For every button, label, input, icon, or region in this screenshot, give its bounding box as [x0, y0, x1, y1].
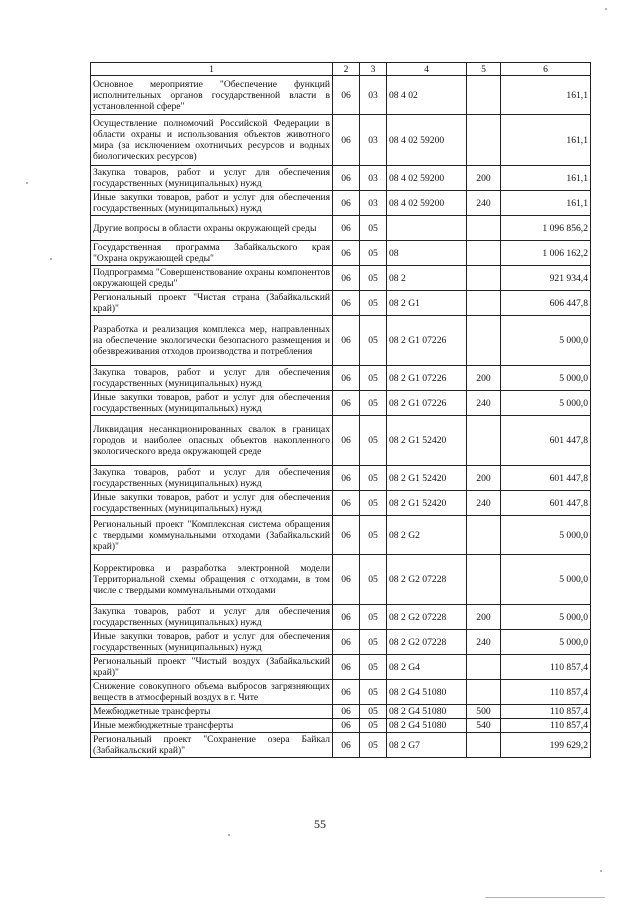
row-amount-cell: 199 629,2 — [501, 733, 591, 758]
table-row — [91, 630, 591, 655]
row-expense-type-cell: 200 — [467, 166, 501, 191]
row-target-article-cell: 08 4 02 59200 — [387, 166, 467, 191]
row-section-cell: 06 — [333, 316, 360, 366]
table-header-row — [91, 63, 591, 76]
table-body — [91, 76, 591, 758]
row-expense-type-cell — [467, 555, 501, 605]
row-subsection-cell: 05 — [360, 266, 387, 291]
row-section-cell: 06 — [333, 216, 360, 241]
table-row — [91, 605, 591, 630]
row-amount-cell: 5 000,0 — [501, 630, 591, 655]
row-expense-type-cell: 240 — [467, 630, 501, 655]
row-name-cell: Подпрограмма "Совершенствование охраны компонентов окружающей среды" — [91, 266, 333, 291]
row-name-cell: Снижение совокупного объема выбросов загрязняющих веществ в атмосферный воздух в г. Чите — [91, 680, 333, 705]
row-target-article-cell: 08 2 G2 07228 — [387, 605, 467, 630]
row-name-cell: Закупка товаров, работ и услуг для обеспечения государственных (муниципальных) нужд — [91, 166, 333, 191]
budget-table — [90, 62, 591, 758]
row-name-cell: Иные закупки товаров, работ и услуг для обеспечения государственных (муниципальных) нужд — [91, 191, 333, 216]
row-expense-type-cell: 240 — [467, 391, 501, 416]
row-expense-type-cell — [467, 216, 501, 241]
table-row — [91, 266, 591, 291]
row-target-article-cell: 08 2 G1 52420 — [387, 466, 467, 491]
column-header-2: 2 — [333, 63, 360, 76]
row-target-article-cell — [387, 216, 467, 241]
table-row — [91, 416, 591, 466]
row-name-cell: Межбюджетные трансферты — [91, 705, 333, 719]
row-section-cell: 06 — [333, 680, 360, 705]
row-name-cell: Региональный проект "Сохранение озера Байкал (Забайкальский край)" — [91, 733, 333, 758]
table-row — [91, 191, 591, 216]
row-name-cell: Осуществление полномочий Российской Федерации в области охраны и использования объектов животного мира (за исключением охотничьих ресурсов и водных биологических ресурсов) — [91, 115, 333, 166]
table-row — [91, 366, 591, 391]
row-expense-type-cell: 200 — [467, 466, 501, 491]
row-name-cell: Закупка товаров, работ и услуг для обеспечения государственных (муниципальных) нужд — [91, 605, 333, 630]
row-subsection-cell: 05 — [360, 416, 387, 466]
column-header-6: 6 — [501, 63, 591, 76]
row-name-cell: Закупка товаров, работ и услуг для обеспечения государственных (муниципальных) нужд — [91, 366, 333, 391]
row-name-cell: Ликвидация несанкционированных свалок в границах городов и наиболее опасных объектов накопленного экологического вреда окружающей среде — [91, 416, 333, 466]
row-section-cell: 06 — [333, 516, 360, 555]
row-target-article-cell: 08 2 G1 07226 — [387, 391, 467, 416]
row-expense-type-cell — [467, 266, 501, 291]
table-row — [91, 241, 591, 266]
row-target-article-cell: 08 2 — [387, 266, 467, 291]
column-header-3: 3 — [360, 63, 387, 76]
table-row — [91, 466, 591, 491]
scan-speck — [605, 8, 607, 10]
row-expense-type-cell — [467, 291, 501, 316]
row-subsection-cell: 05 — [360, 705, 387, 719]
row-subsection-cell: 05 — [360, 216, 387, 241]
row-target-article-cell: 08 2 G7 — [387, 733, 467, 758]
table-row — [91, 491, 591, 516]
row-expense-type-cell: 500 — [467, 705, 501, 719]
row-expense-type-cell — [467, 516, 501, 555]
row-subsection-cell: 03 — [360, 115, 387, 166]
column-header-5: 5 — [467, 63, 501, 76]
row-name-cell: Региональный проект "Чистая страна (Забайкальский край)" — [91, 291, 333, 316]
row-subsection-cell: 05 — [360, 719, 387, 733]
table-row — [91, 316, 591, 366]
table-row — [91, 680, 591, 705]
row-subsection-cell: 05 — [360, 655, 387, 680]
row-target-article-cell: 08 4 02 59200 — [387, 115, 467, 166]
row-name-cell: Государственная программа Забайкальского края "Охрана окружающей среды" — [91, 241, 333, 266]
row-section-cell: 06 — [333, 630, 360, 655]
row-subsection-cell: 05 — [360, 733, 387, 758]
table-row — [91, 733, 591, 758]
row-name-cell: Региональный проект "Комплексная система обращения с твердыми коммунальными отходами (Забайкальский край)" — [91, 516, 333, 555]
row-expense-type-cell — [467, 416, 501, 466]
row-amount-cell: 110 857,4 — [501, 719, 591, 733]
scan-speck — [228, 834, 230, 836]
row-target-article-cell: 08 2 G2 07228 — [387, 630, 467, 655]
row-amount-cell: 1 096 856,2 — [501, 216, 591, 241]
row-subsection-cell: 03 — [360, 191, 387, 216]
row-section-cell: 06 — [333, 655, 360, 680]
table-row — [91, 555, 591, 605]
row-target-article-cell: 08 2 G1 52420 — [387, 416, 467, 466]
row-amount-cell: 161,1 — [501, 191, 591, 216]
row-amount-cell: 110 857,4 — [501, 655, 591, 680]
row-target-article-cell: 08 2 G4 — [387, 655, 467, 680]
row-section-cell: 06 — [333, 366, 360, 391]
row-section-cell: 06 — [333, 191, 360, 216]
row-target-article-cell: 08 2 G2 07228 — [387, 555, 467, 605]
row-name-cell: Региональный проект "Чистый воздух (Забайкальский край)" — [91, 655, 333, 680]
column-header-1: 1 — [91, 63, 333, 76]
row-section-cell: 06 — [333, 416, 360, 466]
page-number: 55 — [314, 817, 326, 831]
row-section-cell: 06 — [333, 291, 360, 316]
row-subsection-cell: 05 — [360, 491, 387, 516]
row-target-article-cell: 08 2 G4 51080 — [387, 680, 467, 705]
row-amount-cell: 110 857,4 — [501, 705, 591, 719]
row-name-cell: Иные межбюджетные трансферты — [91, 719, 333, 733]
row-name-cell: Другие вопросы в области охраны окружающей среды — [91, 216, 333, 241]
row-subsection-cell: 05 — [360, 555, 387, 605]
row-name-cell: Иные закупки товаров, работ и услуг для обеспечения государственных (муниципальных) нужд — [91, 630, 333, 655]
table-row — [91, 166, 591, 191]
table-row — [91, 655, 591, 680]
row-amount-cell: 5 000,0 — [501, 366, 591, 391]
scan-speck — [600, 870, 602, 872]
row-section-cell: 06 — [333, 705, 360, 719]
scan-speck — [50, 258, 52, 260]
row-amount-cell: 606 447,8 — [501, 291, 591, 316]
row-expense-type-cell: 240 — [467, 191, 501, 216]
table-row — [91, 391, 591, 416]
row-target-article-cell: 08 — [387, 241, 467, 266]
scan-speck — [26, 182, 28, 184]
row-subsection-cell: 05 — [360, 291, 387, 316]
row-amount-cell: 5 000,0 — [501, 316, 591, 366]
row-subsection-cell: 05 — [360, 366, 387, 391]
row-amount-cell: 601 447,8 — [501, 491, 591, 516]
row-amount-cell: 5 000,0 — [501, 555, 591, 605]
table-row — [91, 115, 591, 166]
row-target-article-cell: 08 2 G2 — [387, 516, 467, 555]
row-target-article-cell: 08 2 G1 07226 — [387, 316, 467, 366]
row-section-cell: 06 — [333, 466, 360, 491]
row-expense-type-cell: 240 — [467, 491, 501, 516]
row-section-cell: 06 — [333, 166, 360, 191]
row-expense-type-cell: 200 — [467, 366, 501, 391]
row-section-cell: 06 — [333, 76, 360, 115]
row-target-article-cell: 08 2 G1 07226 — [387, 366, 467, 391]
row-expense-type-cell — [467, 680, 501, 705]
row-target-article-cell: 08 4 02 59200 — [387, 191, 467, 216]
row-name-cell: Иные закупки товаров, работ и услуг для обеспечения государственных (муниципальных) нужд — [91, 391, 333, 416]
row-section-cell: 06 — [333, 266, 360, 291]
row-target-article-cell: 08 4 02 — [387, 76, 467, 115]
row-section-cell: 06 — [333, 491, 360, 516]
row-subsection-cell: 05 — [360, 466, 387, 491]
row-section-cell: 06 — [333, 555, 360, 605]
table-row — [91, 719, 591, 733]
row-subsection-cell: 05 — [360, 630, 387, 655]
row-expense-type-cell — [467, 655, 501, 680]
row-amount-cell: 601 447,8 — [501, 416, 591, 466]
row-expense-type-cell — [467, 115, 501, 166]
row-subsection-cell: 05 — [360, 516, 387, 555]
row-section-cell: 06 — [333, 241, 360, 266]
column-header-4: 4 — [387, 63, 467, 76]
table-row — [91, 705, 591, 719]
row-amount-cell: 1 006 162,2 — [501, 241, 591, 266]
row-subsection-cell: 03 — [360, 76, 387, 115]
row-target-article-cell: 08 2 G4 51080 — [387, 719, 467, 733]
row-amount-cell: 161,1 — [501, 166, 591, 191]
row-amount-cell: 5 000,0 — [501, 516, 591, 555]
row-name-cell: Корректировка и разработка электронной модели Территориальной схемы обращения с отходами, в том числе с твердыми коммунальными отходами — [91, 555, 333, 605]
row-expense-type-cell — [467, 76, 501, 115]
row-name-cell: Разработка и реализация комплекса мер, направленных на обеспечение экологически безопасного размещения и обезвреживания отходов производства и потребления — [91, 316, 333, 366]
row-expense-type-cell — [467, 316, 501, 366]
row-target-article-cell: 08 2 G4 51080 — [387, 705, 467, 719]
row-expense-type-cell: 200 — [467, 605, 501, 630]
row-section-cell: 06 — [333, 733, 360, 758]
row-section-cell: 06 — [333, 391, 360, 416]
table-row — [91, 76, 591, 115]
row-section-cell: 06 — [333, 719, 360, 733]
row-expense-type-cell — [467, 733, 501, 758]
row-subsection-cell: 05 — [360, 391, 387, 416]
table-row — [91, 216, 591, 241]
row-subsection-cell: 05 — [360, 241, 387, 266]
row-name-cell: Закупка товаров, работ и услуг для обеспечения государственных (муниципальных) нужд — [91, 466, 333, 491]
table-row — [91, 291, 591, 316]
row-name-cell: Основное мероприятие "Обеспечение функций исполнительных органов государственной власти в установленной сфере" — [91, 76, 333, 115]
row-section-cell: 06 — [333, 605, 360, 630]
row-amount-cell: 5 000,0 — [501, 605, 591, 630]
row-name-cell: Иные закупки товаров, работ и услуг для обеспечения государственных (муниципальных) нужд — [91, 491, 333, 516]
row-expense-type-cell: 540 — [467, 719, 501, 733]
row-section-cell: 06 — [333, 115, 360, 166]
row-amount-cell: 110 857,4 — [501, 680, 591, 705]
row-amount-cell: 161,1 — [501, 76, 591, 115]
table-row — [91, 516, 591, 555]
row-subsection-cell: 05 — [360, 316, 387, 366]
scan-line — [485, 897, 605, 898]
row-amount-cell: 161,1 — [501, 115, 591, 166]
row-amount-cell: 5 000,0 — [501, 391, 591, 416]
row-subsection-cell: 03 — [360, 166, 387, 191]
row-subsection-cell: 05 — [360, 680, 387, 705]
row-amount-cell: 921 934,4 — [501, 266, 591, 291]
row-target-article-cell: 08 2 G1 — [387, 291, 467, 316]
row-amount-cell: 601 447,8 — [501, 466, 591, 491]
row-subsection-cell: 05 — [360, 605, 387, 630]
row-target-article-cell: 08 2 G1 52420 — [387, 491, 467, 516]
row-expense-type-cell — [467, 241, 501, 266]
